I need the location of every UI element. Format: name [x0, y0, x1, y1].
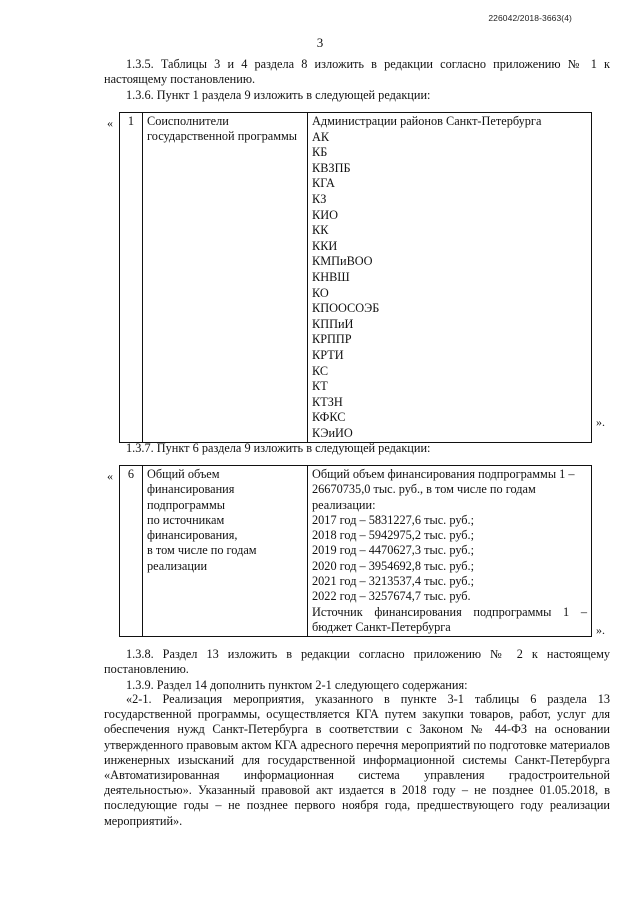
list-item: 2020 год – 3954692,8 тыс. руб.; — [312, 558, 475, 573]
list-item: КС — [312, 363, 329, 378]
table2-row-number: 6 — [120, 466, 143, 637]
list-item: КТ — [312, 379, 328, 394]
table2-source-line — [312, 605, 587, 620]
table2-label-line: реализации — [147, 558, 208, 573]
source-word: финансирования — [374, 604, 462, 619]
table2-close-quote: ». — [596, 623, 605, 637]
list-item: АК — [312, 129, 330, 144]
document-code: 226042/2018-3663(4) — [488, 13, 572, 23]
table2-label-line: финансирования — [147, 482, 235, 497]
paragraph-2-1: «2-1. Реализация мероприятия, указанного в пункте 3-1 таблицы 6 раздела 13 государственной программы, осуществляется КГА путем закупки товаров, работ, услуг для обеспечения нужд Санкт-Петербурга в соответствии с Законом № 44-ФЗ на основании утвержденного правовым актом КГА адресного перечня мероприятий по подготовке материалов инженерных изысканий для государственной информационной системы Санкт-Петербурга «Автоматизированная информационная система управления градостроительной деятельностью». Указанный правовой акт издается в 2018 году – не позднее 01.05.2018, в последующие годы – не позднее первого ноября года, предшествующего году реализации мероприятий». — [104, 692, 610, 828]
list-item: КРТИ — [312, 347, 344, 362]
list-item: КЗ — [312, 191, 327, 206]
list-item: 2017 год – 5831227,6 тыс. руб.; — [312, 512, 475, 527]
source-word: 1 — [563, 604, 570, 619]
table2-intro — [312, 467, 587, 513]
list-item: КПООСОЭБ — [312, 301, 380, 316]
table1-close-quote: ». — [596, 415, 605, 429]
list-item: КИО — [312, 207, 338, 222]
table2-source-line-2: бюджет Санкт-Петербурга — [312, 619, 451, 634]
list-item: 2018 год – 5942975,2 тыс. руб.; — [312, 528, 475, 543]
list-item: КГА — [312, 176, 335, 191]
table2-intro-line: Общий объем финансирования подпрограммы 1 – — [312, 467, 575, 481]
table2-label-line: в том числе по годам — [147, 543, 257, 558]
list-item: ККИ — [312, 238, 338, 253]
table1-label: Соисполнители государственной программы — [143, 113, 308, 443]
table2-label-line: подпрограммы — [147, 497, 225, 512]
paragraph-1-3-6: 1.3.6. Пункт 1 раздела 9 изложить в следующей редакции: — [126, 88, 431, 102]
table2-intro-line: реализации: — [312, 497, 376, 512]
table2-content — [308, 466, 592, 637]
list-item: КППиИ — [312, 316, 354, 331]
page-number: 3 — [316, 35, 324, 50]
table1-row-number: 1 — [120, 113, 143, 443]
paragraph-1-3-9: 1.3.9. Раздел 14 дополнить пунктом 2-1 следующего содержания: — [126, 678, 468, 692]
list-item: КО — [312, 285, 329, 300]
list-item: КЭиИО — [312, 425, 353, 440]
table2-years — [312, 513, 587, 605]
list-item: Администрации районов Санкт-Петербурга — [312, 114, 542, 128]
table-row — [120, 466, 592, 637]
list-item: 2021 год – 3213537,4 тыс. руб.; — [312, 574, 475, 589]
list-item: КМПиВОО — [312, 254, 373, 269]
table-coexecutors — [119, 112, 592, 443]
source-word: подпрограммы — [473, 604, 552, 619]
list-item: КК — [312, 223, 329, 238]
source-word: – — [580, 604, 587, 619]
paragraph-1-3-5: 1.3.5. Таблицы 3 и 4 раздела 8 изложить в редакции согласно приложению № 1 к настоящему постановлению. — [104, 57, 610, 86]
table-financing — [119, 465, 592, 637]
table1-open-quote: « — [107, 116, 113, 130]
list-item: 2019 год – 4470627,3 тыс. руб.; — [312, 543, 475, 558]
table1-items — [308, 113, 592, 443]
table2-label — [143, 466, 308, 637]
table-row — [120, 113, 592, 443]
paragraph-1-3-7: 1.3.7. Пункт 6 раздела 9 изложить в следующей редакции: — [126, 441, 431, 455]
list-item: КБ — [312, 145, 328, 160]
table2-label-line: Общий объем — [147, 467, 220, 481]
list-item: КРППР — [312, 332, 352, 347]
source-word: Источник — [312, 604, 363, 619]
table2-label-line: по источникам — [147, 512, 225, 527]
list-item: КНВШ — [312, 269, 350, 284]
list-item: КТЗН — [312, 394, 343, 409]
list-item: КВЗПБ — [312, 160, 351, 175]
table2-intro-line: 26670735,0 тыс. руб., в том числе по годам — [312, 482, 536, 497]
list-item: КФКС — [312, 410, 346, 425]
table2-open-quote: « — [107, 469, 113, 483]
paragraph-1-3-8: 1.3.8. Раздел 13 изложить в редакции согласно приложению № 2 к настоящему постановлению. — [104, 647, 610, 676]
list-item: 2022 год – 3257674,7 тыс. руб. — [312, 589, 471, 604]
table2-label-line: финансирования, — [147, 528, 238, 543]
